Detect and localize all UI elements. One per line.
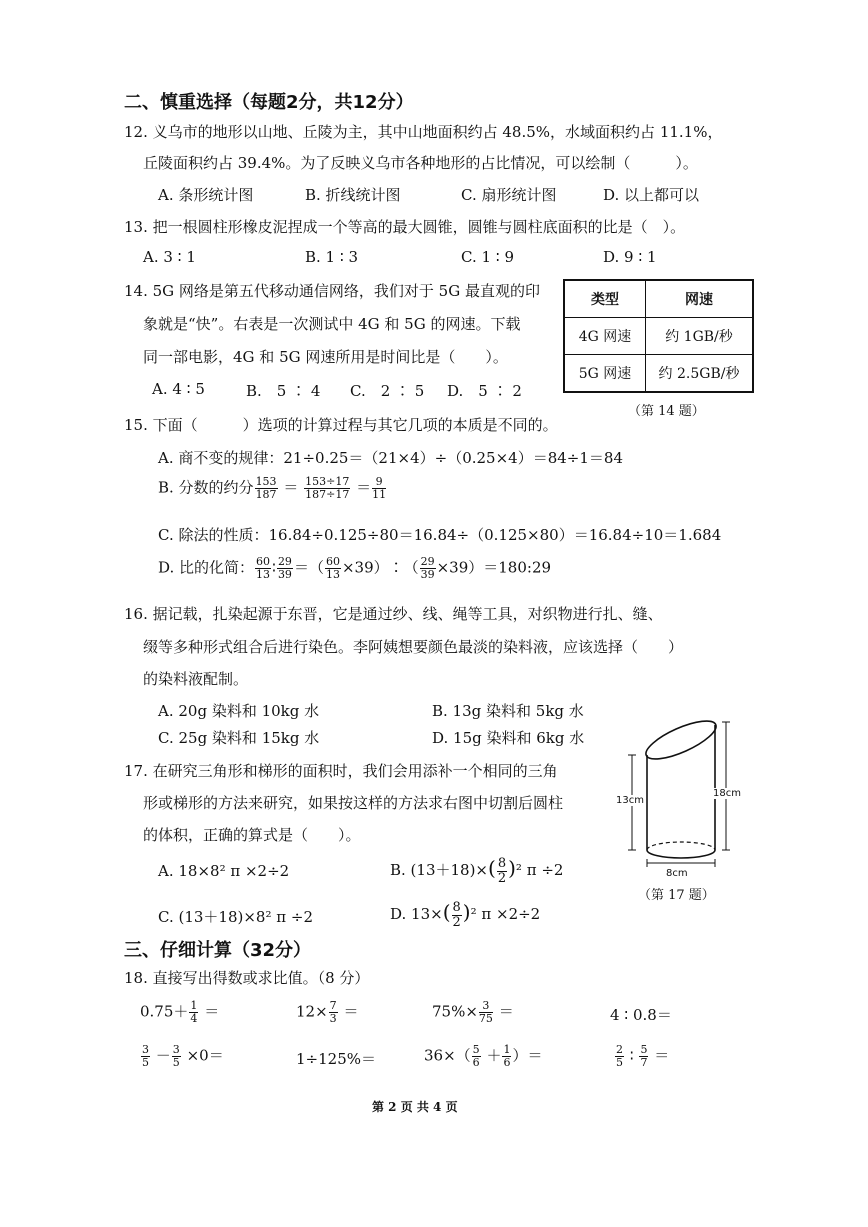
- speed-table-cell: 5G 网速: [564, 355, 646, 393]
- q16-line2: 缀等多种形式组合后进行染色。李阿姨想要颜色最淡的染料液，应该选择（ ）: [143, 638, 684, 656]
- q17-option-b: B. (13＋18)×( $\frac{8}{2}$ )² π ÷2: [390, 855, 564, 886]
- q18-line1: 18. 直接写出得数或求比值。（8 分）: [124, 969, 370, 987]
- q17-option-a: A. 18×8² π ×2÷2: [158, 862, 290, 880]
- q13-option-a: A. 3 ∶ 1: [143, 248, 196, 266]
- q12-option-b: B. 折线统计图: [305, 186, 401, 204]
- figure-label-diameter: 8cm: [666, 868, 688, 879]
- q14-line1: 14. 5G 网络是第五代移动通信网络，我们对于 5G 最直观的印: [124, 282, 540, 300]
- q13-option-d: D. 9 ∶ 1: [603, 248, 657, 266]
- q17-option-c: C. (13＋18)×8² π ÷2: [158, 908, 313, 926]
- q15-option-a: A. 商不变的规律：21÷0.25＝（21×4）÷（0.25×4）＝84÷1＝84: [158, 449, 623, 467]
- q17-caption: （第 17 题）: [638, 888, 715, 903]
- speed-table-header-type: 类型: [564, 280, 646, 318]
- speed-table-cell: 4G 网速: [564, 318, 646, 355]
- q13-line1: 13. 把一根圆柱形橡皮泥捏成一个等高的最大圆锥，圆锥与圆柱底面积的比是（ ）。: [124, 218, 686, 236]
- q15-option-c: C. 除法的性质：16.84÷0.125÷80＝16.84÷（0.125×80）＝16.84÷10＝1.684: [158, 526, 722, 544]
- q16-option-d: D. 15g 染料和 6kg 水: [432, 729, 585, 747]
- q17-line3: 的体积，正确的算式是（ ）。: [143, 826, 361, 844]
- q12-line1: 12. 义乌市的地形以山地、丘陵为主，其中山地面积约占 48.5%，水域面积约占 11.1%，: [124, 123, 723, 141]
- calc-item: $\frac{2}{5}$ ∶ $\frac{5}{7}$ ＝: [616, 1043, 670, 1069]
- q14-option-a: A. 4 ∶ 5: [152, 380, 205, 398]
- q17-line2: 形或梯形的方法来研究，如果按这样的方法求右图中切割后圆柱: [143, 794, 564, 812]
- q13-option-b: B. 1 ∶ 3: [305, 248, 359, 266]
- q14-line3: 同一部电影，4G 和 5G 网速所用是时间比是（ ）。: [143, 348, 508, 366]
- q12-option-a: A. 条形统计图: [158, 186, 254, 204]
- q15-option-d: D. 比的化简： $\frac{60}{13}$ ∶ $\frac{29}{39}$ ＝（ $\frac{60}{13}$ ×39）∶（ $\frac{29}{39}$ ×39）＝180:29: [158, 555, 552, 581]
- page-number: 第 2 页 共 4 页: [372, 1100, 458, 1114]
- calc-item: $\frac{3}{5}$ － $\frac{3}{5}$ ×0＝: [142, 1043, 224, 1069]
- q17-line1: 17. 在研究三角形和梯形的面积时，我们会用添补一个相同的三角: [124, 762, 558, 780]
- q16-option-a: A. 20g 染料和 10kg 水: [158, 702, 320, 720]
- calc-item: 75%× $\frac{3}{75}$ ＝: [432, 999, 514, 1025]
- q14-option-c: C. 2 ∶ 5: [350, 382, 425, 400]
- q12-line2: 丘陵面积约占 39.4%。为了反映义乌市各种地形的占比情况，可以绘制（ ）。: [143, 154, 698, 172]
- calc-item: 4 ∶ 0.8＝: [610, 1006, 672, 1024]
- q14-option-b: B. 5 ∶ 4: [246, 382, 321, 400]
- q15-option-b: B. 分数的约分 $\frac{153}{187}$ ＝ $\frac{153\div 17}{187\div 17}$ ＝ $\frac{9}{11}$: [158, 475, 387, 501]
- section-2-title: 二、慎重选择（每题2分，共12分）: [124, 92, 414, 113]
- speed-table-header-speed: 网速: [646, 280, 754, 318]
- figure-label-left-height: 13cm: [616, 795, 644, 806]
- q17-option-d: D. 13×( $\frac{8}{2}$ )² π ×2÷2: [390, 899, 541, 930]
- q12-option-d: D. 以上都可以: [603, 186, 700, 204]
- speed-table: [563, 279, 754, 393]
- q16-option-b: B. 13g 染料和 5kg 水: [432, 702, 584, 720]
- q16-line1: 16. 据记载，扎染起源于东晋，它是通过纱、线、绳等工具，对织物进行扎、缝、: [124, 605, 663, 623]
- q14-option-d: D. 5 ∶ 2: [447, 382, 522, 400]
- section-3-title: 三、仔细计算（32分）: [124, 940, 312, 961]
- speed-table-cell: 约 1GB/秒: [646, 318, 754, 355]
- calc-item: 1÷125%＝: [296, 1050, 376, 1068]
- calc-item: 12× $\frac{7}{3}$ ＝: [296, 999, 359, 1025]
- figure-label-right-height: 18cm: [713, 788, 741, 799]
- q16-option-c: C. 25g 染料和 15kg 水: [158, 729, 320, 747]
- speed-table-cell: 约 2.5GB/秒: [646, 355, 754, 393]
- q16-line3: 的染料液配制。: [143, 670, 249, 688]
- calc-item: 36×（ $\frac{5}{6}$ ＋ $\frac{1}{6}$ ）＝: [424, 1043, 543, 1069]
- q12-option-c: C. 扇形统计图: [461, 186, 557, 204]
- calc-item: 0.75＋ $\frac{1}{4}$ ＝: [140, 999, 220, 1025]
- q15-line1: 15. 下面（ ）选项的计算过程与其它几项的本质是不同的。: [124, 416, 558, 434]
- q14-caption: （第 14 题）: [628, 404, 705, 419]
- q13-option-c: C. 1 ∶ 9: [461, 248, 515, 266]
- q14-line2: 象就是“快”。右表是一次测试中 4G 和 5G 的网速。下载: [143, 315, 521, 333]
